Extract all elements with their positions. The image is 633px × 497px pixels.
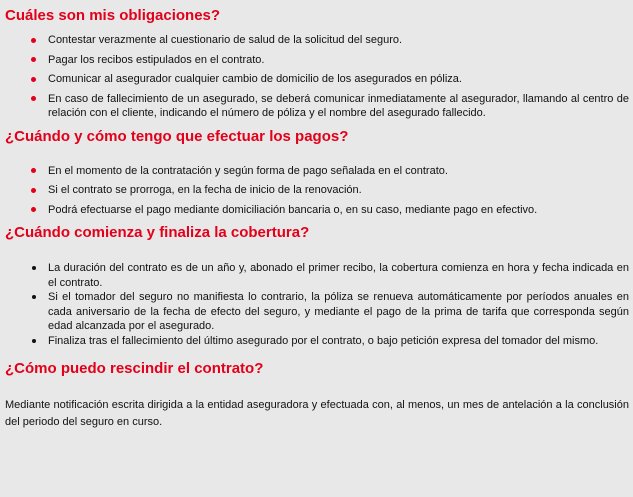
list-item xyxy=(5,183,629,198)
bullet-icon xyxy=(31,207,36,212)
list-item xyxy=(5,33,629,48)
list-item xyxy=(5,203,629,218)
heading-obligaciones: Cuáles son mis obligaciones? xyxy=(5,7,221,24)
list-item-text: En caso de fallecimiento de un asegurado, se deberá comunicar inmediatamente al asegurador, llamando al centro de relación con el cliente, indicando el número de póliza y el nombre del asegurado fallecido. xyxy=(48,92,629,119)
list-item xyxy=(5,290,629,334)
bullet-icon xyxy=(31,168,36,173)
list-item xyxy=(5,72,629,87)
list-item-text: La duración del contrato es de un año y, abonado el primer recibo, la cobertura comienza en hora y fecha indicada en el contrato. xyxy=(48,262,629,289)
list-pagos xyxy=(5,164,629,218)
list-item-text: Comunicar al asegurador cualquier cambio de domicilio de los asegurados en póliza. xyxy=(48,73,462,85)
list-item-text: Contestar verazmente al cuestionario de salud de la solicitud del seguro. xyxy=(48,34,403,46)
list-item xyxy=(5,53,629,68)
heading-cobertura: ¿Cuándo comienza y finaliza la cobertura? xyxy=(5,224,310,241)
list-item-text: Si el contrato se prorroga, en la fecha de inicio de la renovación. xyxy=(48,184,362,196)
bullet-icon xyxy=(32,266,36,270)
bullet-icon xyxy=(31,188,36,193)
bullet-icon xyxy=(31,38,36,43)
list-item xyxy=(5,164,629,179)
heading-rescindir: ¿Cómo puedo rescindir el contrato? xyxy=(5,360,264,377)
bullet-icon xyxy=(31,77,36,82)
list-item-text: En el momento de la contratación y según forma de pago señalada en el contrato. xyxy=(48,164,448,177)
list-item xyxy=(5,92,629,121)
list-item xyxy=(5,261,629,290)
list-item-text: Finaliza tras el fallecimiento del último asegurado por el contrato, o bajo petición expresa del tomador del mismo. xyxy=(48,334,599,347)
list-item-text: Pagar los recibos estipulados en el contrato. xyxy=(48,53,265,66)
heading-pagos: ¿Cuándo y cómo tengo que efectuar los pagos? xyxy=(5,127,349,145)
bullet-icon xyxy=(31,96,36,101)
list-item-text: Podrá efectuarse el pago mediante domiciliación bancaria o, en su caso, mediante pago en efectivo. xyxy=(48,203,538,216)
bullet-icon xyxy=(32,339,36,343)
list-obligaciones xyxy=(5,33,629,121)
list-item xyxy=(5,334,629,349)
list-item-text: Si el tomador del seguro no manifiesta lo contrario, la póliza se renueva automáticamente por períodos anuales en cada aniversario de la fecha de efecto del seguro, y mediante el pago de la prima de tarifa que corresponda según edad alcanzada por el asegurado. xyxy=(48,291,629,332)
paragraph-rescindir: Mediante notificación escrita dirigida a la entidad aseguradora y efectuada con, al menos, un mes de antelación a la conclusión del periodo del seguro en curso. xyxy=(5,399,629,428)
bullet-icon xyxy=(31,57,36,62)
list-cobertura xyxy=(5,261,629,348)
bullet-icon xyxy=(32,295,36,299)
